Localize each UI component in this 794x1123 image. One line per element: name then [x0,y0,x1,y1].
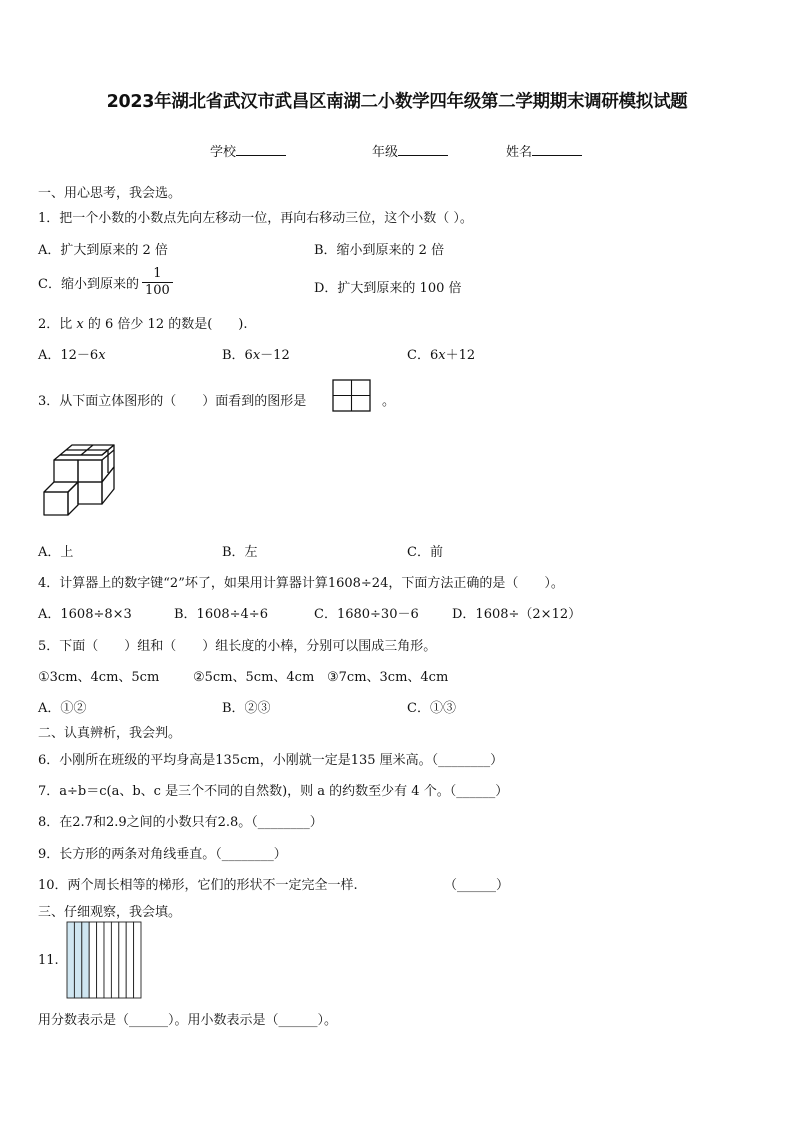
section-1-heading: 一、用心思考，我会选。 [38,186,182,201]
school-field [210,141,286,160]
name-field [506,141,582,160]
q1-option-d[interactable]: D．扩大到原来的 100 倍 [314,281,462,296]
q3-stem: 3．从下面立体图形的（ ）面看到的图形是 [38,394,307,409]
q2-stem-a: 2．比 [38,317,77,332]
section-3-heading: 三、仔细观察，我会填。 [38,905,182,920]
q3-option-b[interactable]: B．左 [222,545,258,560]
q2-option-c-var: x [438,348,446,363]
q2-option-b-text: B．6 [222,348,253,363]
q7: 7．a÷b＝c(a、b、c 是三个不同的自然数)，则 a 的约数至少有 4 个。（______） [38,784,509,799]
q9: 9．长方形的两条对角线垂直。（________） [38,847,287,862]
q4-option-a[interactable]: A．1608÷8×3 [38,607,132,622]
q5-option-a[interactable]: A．①② [38,701,87,716]
q2-variable: x [76,317,84,332]
unshaded-strip [97,922,104,998]
q6: 6．小刚所在班级的平均身高是135cm，小刚就一定是135 厘米高。（________） [38,753,504,768]
school-label: 学校 [210,145,237,160]
q2-option-c-post: ＋12 [445,348,476,363]
fraction-denominator: 100 [144,283,170,298]
q5-group-1: ①3cm、4cm、5cm [38,670,160,685]
q1-option-a[interactable]: A．扩大到原来的 2 倍 [38,243,168,258]
fraction [142,266,173,299]
q1-option-c-text: C．缩小到原来的 [38,277,139,292]
q5-option-c[interactable]: C．①③ [407,701,456,716]
q1-option-b[interactable]: B．缩小到原来的 2 倍 [314,243,445,258]
q5-group-3: ③7cm、3cm、4cm [327,670,449,685]
unshaded-strip [134,922,141,998]
q10-answer-blank[interactable]: （______） [444,878,510,893]
q4-option-d[interactable]: D．1608÷（2×12） [452,607,582,622]
q5-group-2: ②5cm、5cm、4cm [193,670,315,685]
grade-field [372,141,448,160]
unshaded-strip [111,922,118,998]
q5-option-b[interactable]: B．②③ [222,701,271,716]
q2-option-a-text: A．12－6 [38,348,99,363]
grade-label: 年级 [372,145,399,160]
fraction-strip-figure [66,921,142,999]
section-2-heading: 二、认真辨析，我会判。 [38,726,182,741]
q11-text: 用分数表示是（______）。用小数表示是（______）。 [38,1013,338,1028]
q4-stem: 4．计算器上的数字键“2”坏了，如果用计算器计算1608÷24，下面方法正确的是（ ）。 [38,576,564,591]
school-blank[interactable] [236,143,286,156]
q3-option-a[interactable]: A．上 [38,545,74,560]
q4-option-b[interactable]: B．1608÷4÷6 [174,607,268,622]
q10-stem: 10．两个周长相等的梯形，它们的形状不一定完全一样. [38,878,358,893]
grade-blank[interactable] [398,143,448,156]
q2-option-a-var: x [98,348,106,363]
q5-stem: 5．下面（ ）组和（ ）组长度的小棒，分别可以围成三角形。 [38,639,437,654]
q4-option-c[interactable]: C．1680÷30－6 [314,607,419,622]
q2-option-b-post: －12 [260,348,290,363]
q3-stem-end: 。 [382,394,396,409]
q11-label: 11. [38,953,59,968]
q2-stem [38,313,248,332]
shaded-strip [82,922,89,998]
q8: 8．在2.7和2.9之间的小数只有2.8。（________） [38,815,323,830]
q2-option-a[interactable] [38,344,106,363]
q1-stem: 1．把一个小数的小数点先向左移动一位，再向右移动三位，这个小数（ ）。 [38,211,473,226]
q2-option-b[interactable] [222,344,290,363]
name-label: 姓名 [506,145,533,160]
q2-option-b-var: x [252,348,261,363]
fraction-numerator: 1 [142,266,173,283]
q2-stem-b: 的 6 倍少 12 的数是( ). [83,317,248,332]
top-view-grid-figure [331,378,373,414]
q1-option-c[interactable] [38,266,173,299]
q3-option-c[interactable]: C．前 [407,545,443,560]
shaded-strip [67,922,74,998]
page-title: 2023年湖北省武汉市武昌区南湖二小数学四年级第二学期期末调研模拟试题 [106,92,688,112]
cube-stack-figure [40,441,124,519]
q2-option-c-text: C．6 [407,348,439,363]
unshaded-strip [126,922,133,998]
shaded-strip [74,922,81,998]
unshaded-strip [104,922,111,998]
name-blank[interactable] [532,143,582,156]
unshaded-strip [89,922,96,998]
unshaded-strip [119,922,126,998]
q2-option-c[interactable] [407,344,475,363]
